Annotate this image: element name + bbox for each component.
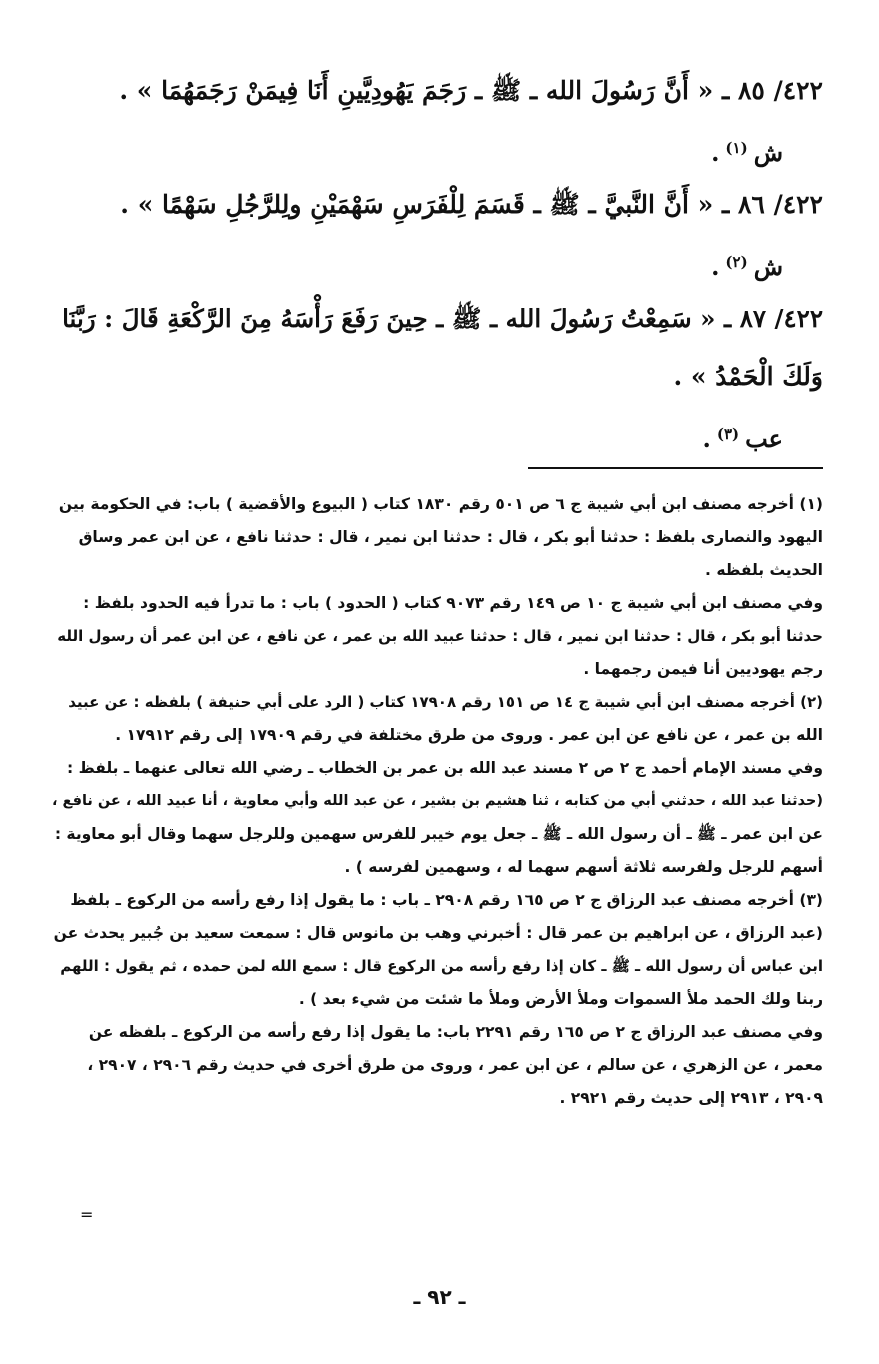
footnote-3-line: ابن عباس أن رسول الله ـ ﷺ ـ كان إذا رفع رأسه من الركوع قال : سمع الله لمن حمده ، ثم يقول : اللهم	[60, 957, 823, 975]
footnote-2-line: عن ابن عمر ـ ﷺ ـ أن رسول الله ـ ﷺ ـ جعل يوم خيبر للفرس سهمين وللرجل سهما وقال أبو معاوية :	[54, 825, 823, 843]
footnote-ref-3[interactable]: (٣)	[716, 425, 740, 443]
footnote-2-line: (٢) أخرجه مصنف ابن أبي شيبة ج ١٤ ص ١٥١ رقم ١٧٩٠٨ كتاب ( الرد على أبي حنيفة ) بلفظه : عن عبيد	[68, 693, 823, 711]
hadith-85-source	[48, 120, 823, 176]
footnote-3-line: ربنا ولك الحمد ملأ السموات وملأ الأرض وملأ ما شئت من شيء بعد ) .	[298, 990, 823, 1008]
page-number: ـ ٩٢ ـ	[413, 1285, 466, 1309]
footnote-3-line: معمر ، عن الزهري ، عن سالم ، عن ابن عمر ، وروى من طرق أخرى في حديث رقم ٢٩٠٦ ، ٢٩٠٧ ،	[87, 1056, 823, 1074]
footnote-3-line: (عبد الرزاق ، عن ابراهيم بن عمر قال : أخبرني وهب بن مانوس قال : سمعت سعيد بن جُبير يحدث عن	[53, 924, 823, 942]
footnote-1-line: وفي مصنف ابن أبي شيبة ج ١٠ ص ١٤٩ رقم ٩٠٧٣ كتاب ( الحدود ) باب : ما تدرأ فيه الحدود بلفظ :	[83, 594, 823, 612]
source-abbrev: ش	[753, 252, 783, 281]
footnote-divider	[528, 467, 823, 469]
footnote-1-line: رجم يهوديين أنا فيمن رجمهما .	[583, 660, 823, 678]
source-period: .	[711, 138, 720, 167]
hadith-87-line-2: وَلَكَ الْحَمْدُ » .	[673, 362, 823, 391]
footnote-ref-1[interactable]: (١)	[725, 139, 748, 157]
source-abbrev: ش	[753, 138, 783, 167]
hadith-86: ٤٢٢/ ٨٦ ـ « أَنَّ النَّبيَّ ـ ﷺ ـ قَسَمَ لِلْفَرَسِ سَهْمَيْنِ ولِلرَّجُلِ سَهْمًا » .	[120, 190, 823, 219]
hadith-87-source	[48, 406, 823, 462]
footnote-1-line: اليهود والنصارى بلفظ : حدثنا أبو بكر ، قال : حدثنا ابن نمير ، قال : حدثنا نافع ، عن ابن عمر وساق	[78, 528, 823, 546]
footnote-ref-2[interactable]: (٢)	[725, 253, 748, 271]
footnote-2-line: أسهم للرجل ولفرسه ثلاثة أسهم سهما له ، وسهمين لفرسه ) .	[344, 858, 823, 876]
footnote-3-line: (٣) أخرجه مصنف عبد الرزاق ج ٢ ص ١٦٥ رقم ٢٩٠٨ ـ باب : ما يقول إذا رفع رأسه من الركوع ـ بلفظ	[70, 891, 823, 909]
hadith-86-source	[48, 234, 823, 290]
footnote-1-line: (١) أخرجه مصنف ابن أبي شيبة ج ٦ ص ٥٠١ رقم ١٨٣٠ كتاب ( البيوع والأقضية ) باب: في الحكومة بين	[58, 495, 823, 513]
source-abbrev: عب	[745, 424, 783, 453]
footnotes	[48, 488, 823, 1115]
source-period: .	[702, 424, 711, 453]
footnote-1-line: حدثنا أبو بكر ، قال : حدثنا ابن نمير ، قال : حدثنا عبيد الله بن عمر ، عن نافع ، عن ابن عمر أن رسول الله	[57, 627, 823, 645]
footnote-2-line: (حدثنا عبد الله ، حدثني أبي من كتابه ، ثنا هشيم بن بشير ، عن عبد الله وأبي معاوية ، أنا عبيد الله ، عن نافع ،	[51, 793, 823, 809]
hadith-87-line-1: ٤٢٢/ ٨٧ ـ « سَمِعْتُ رَسُولَ الله ـ ﷺ ـ حِينَ رَفَعَ رَأْسَهُ مِنَ الرَّكْعَةِ قَالَ : رَبَّنَا	[62, 304, 823, 333]
source-period: .	[711, 252, 720, 281]
footnote-2-line: وفي مسند الإمام أحمد ج ٢ ص ٢ مسند عبد الله بن عمر بن الخطاب ـ رضي الله تعالى عنهما ـ بلفظ :	[67, 759, 823, 777]
footnote-3-line: ٢٩٠٩ ، ٢٩١٣ إلى حديث رقم ٢٩٢١ .	[559, 1089, 823, 1107]
footnote-2-line: الله بن عمر ، عن نافع عن ابن عمر . وروى من طرق مختلفة في رقم ١٧٩٠٩ إلى رقم ١٧٩١٢ .	[115, 726, 823, 744]
footnote-3-line: وفي مصنف عبد الرزاق ج ٢ ص ١٦٥ رقم ٢٢٩١ باب: ما يقول إذا رفع رأسه من الركوع ـ بلفظه عن	[88, 1023, 823, 1041]
footnote-1-line: الحديث بلفظه .	[705, 561, 823, 579]
hadith-85: ٤٢٢/ ٨٥ ـ « أَنَّ رَسُولَ الله ـ ﷺ ـ رَجَمَ يَهُودِيَّينِ أَنَا فِيمَنْ رَجَمَهُمَا » .	[119, 76, 823, 105]
hadith-list	[48, 62, 823, 462]
continuation-mark: =	[80, 1205, 94, 1224]
